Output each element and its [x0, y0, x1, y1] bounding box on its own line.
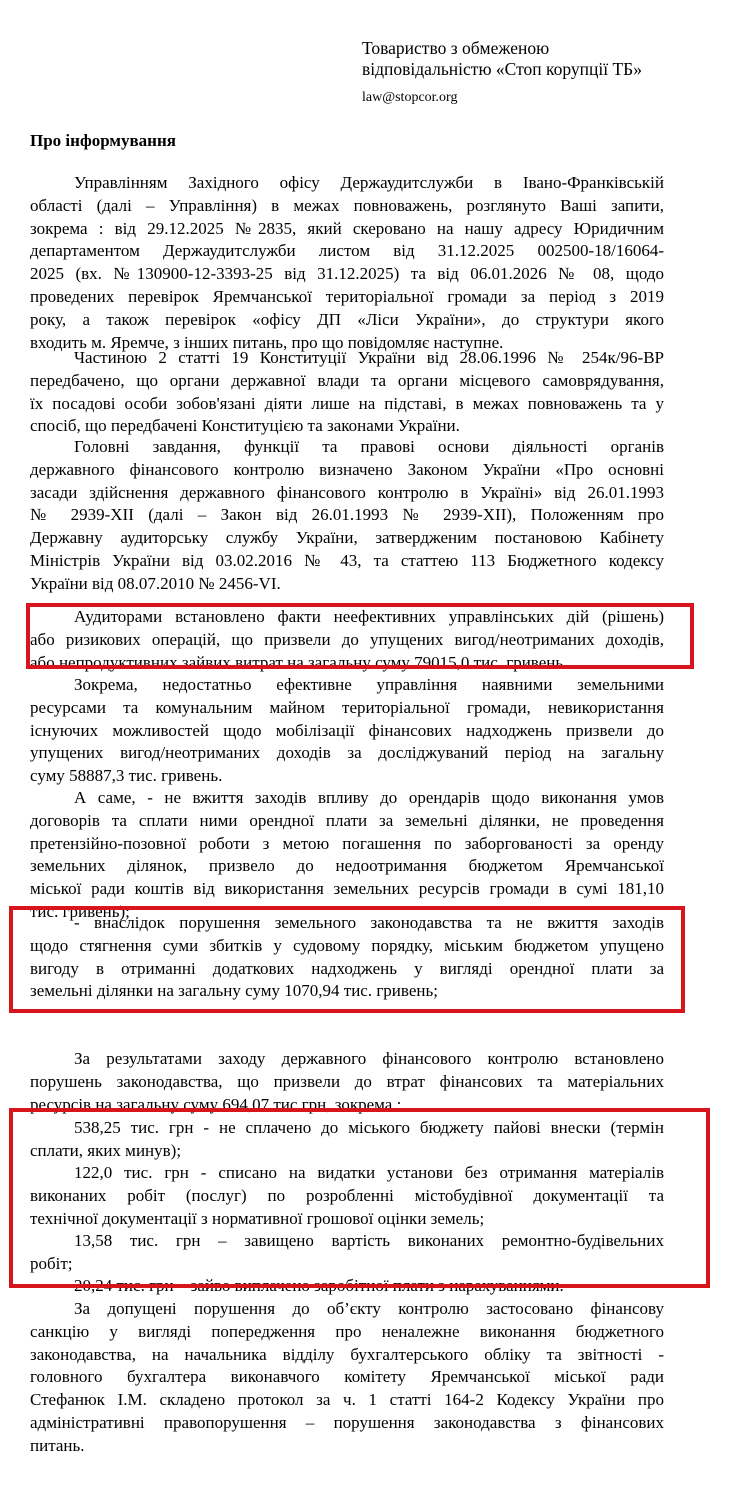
text-line: 20,24 тис. грн – зайво виплачено заробітної плати з нарахуваннями. [74, 1276, 564, 1295]
text-line: порушень законодавства, що призвели до втрат фінансових та матеріальних [30, 1071, 664, 1091]
text-line: договорів та сплати ними орендної плати за земельні ділянки, не проведення [30, 810, 664, 830]
text-line: міської ради коштів від використання земельних ресурсів громади в сумі 181,10 [30, 879, 664, 899]
paragraph-constitution [30, 347, 664, 438]
paragraph-control-results [30, 1048, 664, 1116]
paragraph-legal-basis [30, 436, 664, 596]
text-line: упущених вигод/неотриманих доходів за досліджуваний період на загальну [30, 743, 664, 763]
text-line: України від 08.07.2010 № 2456-VI. [30, 573, 281, 593]
text-line: 122,0 тис. грн - списано на видатки установи без отримання матеріалів [74, 1163, 664, 1182]
paragraph-request-response [30, 172, 664, 354]
text-line: робіт; [30, 1253, 73, 1273]
text-line: Управлінням Західного офісу Держаудитслужби в Івано-Франківській [74, 173, 664, 192]
text-line: Частиною 2 статті 19 Конституції України від 28.06.1996 № 254к/96-ВР [74, 348, 664, 367]
highlight-box-audit-findings [26, 603, 694, 669]
text-line: засади здійснення державного фінансового контролю в Україні» від 26.01.1993 [30, 482, 664, 502]
text-line: № 2939-XII (далі – Закон від 26.01.1993 № 2939-XII), Положенням про [30, 505, 664, 525]
text-line: року, а також перевірок «офісу ДП «Ліси України», до структури якого [30, 309, 664, 329]
text-line: Стефанюк І.М. складено протокол за ч. 1 статті 164-2 Кодексу України про [30, 1390, 664, 1410]
text-line: технічної документації з нормативної грошової оцінки земель; [30, 1208, 485, 1228]
text-line: 13,58 тис. грн – завищено вартість виконаних ремонтно-будівельних [74, 1231, 664, 1250]
text-line: сплати, яких минув); [30, 1140, 182, 1160]
highlight-box-land-law-violation [9, 906, 685, 1013]
text-line: виконаних робіт (послуг) по розробленні містобудівної документації та [30, 1185, 664, 1205]
text-line: вигоду в отриманні додаткових надходжень у вигляді орендної плати за [30, 958, 664, 978]
text-line: або ризикових операцій, що призвели до упущених вигод/неотриманих доходів, [30, 629, 664, 649]
recipient-name-line1: Товариство з обмеженою [362, 38, 550, 58]
text-line: суму 58887,3 тис. гривень. [30, 766, 223, 786]
text-line: Зокрема, недостатньо ефективне управління наявними земельними [74, 675, 664, 694]
text-line: земельні ділянки на загальну суму 1070,94 тис. гривень; [30, 981, 438, 1001]
text-line: щодо стягнення суми збитків у судовому порядку, міським бюджетом упущено [30, 935, 664, 955]
text-line: державного фінансового контролю визначено Законом України «Про основні [30, 459, 664, 479]
text-line: входить м. Яремче, з інших питань, про що повідомляє наступне. [30, 332, 504, 352]
text-line: Аудиторами встановлено факти неефективних управлінських дій (рішень) [74, 607, 664, 626]
text-line: - внаслідок порушення земельного законодавства та не вжиття заходів [74, 913, 664, 932]
text-line: Міністрів України від 03.02.2016 № 43, та статтею 113 Бюджетного кодексу [30, 550, 664, 570]
text-line: земельних ділянок, призвело до недоотримання бюджетом Яремчанської [30, 856, 664, 876]
text-line: проведених перевірок Яремчанської територіальної громади за період з 2019 [30, 286, 664, 306]
paragraph-rent-arrears [30, 787, 664, 924]
text-line: тис. гривень); [30, 901, 130, 921]
text-line: існуючих можливостей щодо мобілізації фінансових надходжень призвели до [30, 720, 664, 740]
text-line: департаментом Держаудитслужби листом від 31.12.2025 002500-18/16064- [30, 241, 664, 261]
text-line: За допущені порушення до об’єкту контролю застосовано фінансову [74, 1299, 664, 1318]
text-line: ресурсів на загальну суму 694,07 тис.грн, зокрема : [30, 1094, 402, 1114]
text-line: зокрема : від 29.12.2025 №2835, який скеровано на нашу адресу Юридичним [30, 218, 664, 238]
text-line: Головні завдання, функції та правові основи діяльності органів [74, 437, 664, 456]
text-line: За результатами заходу державного фінансового контролю встановлено [74, 1049, 664, 1068]
text-line: законодавства, на начальника відділу бухгалтерського обліку та звітності - [30, 1344, 664, 1364]
recipient-block [362, 38, 642, 80]
text-line: адміністративні правопорушення – порушення законодавства з фінансових [30, 1412, 664, 1432]
text-line: 2025 (вх. №130900-12-3393-25 від 31.12.2025) та від 06.01.2026 № 08, щодо [30, 264, 664, 284]
text-line: або непродуктивних зайвих витрат на загальну суму 79015,0 тис. гривень. [30, 652, 568, 672]
text-line: А саме, - не вжиття заходів впливу до орендарів щодо виконання умов [74, 788, 664, 807]
recipient-email: law@stopcor.org [362, 90, 458, 105]
recipient-name-line2: відповідальністю «Стоп корупції ТБ» [362, 59, 642, 79]
text-line: питань. [30, 1435, 85, 1455]
highlight-box-violations-list [9, 1108, 710, 1288]
text-line: претензійно-позовної роботи з метою погашення по заборгованості за оренду [30, 833, 664, 853]
text-line: санкцію у вигляді попередження про неналежне виконання бюджетного [30, 1321, 664, 1341]
text-line: головного бухгалтера виконавчого комітету Яремчанської міської ради [30, 1367, 664, 1387]
text-line: спосіб, що передбачені Конституцією та законами України. [30, 416, 460, 436]
text-line: 538,25 тис. грн - не сплачено до міського бюджету пайові внески (термін [74, 1118, 664, 1137]
letter-subject: Про інформування [30, 131, 176, 150]
text-line: їх посадові особи зобов'язані діяти лише на підставі, в межах повноважень та у [30, 393, 664, 413]
text-line: Державну аудиторську службу України, затвердженим постановою Кабінету [30, 528, 664, 548]
paragraph-sanction [30, 1298, 664, 1458]
text-line: області (далі – Управління) в межах повноважень, розглянуто Ваші запити, [30, 195, 664, 215]
text-line: ресурсами та комунальним майном територіальної громади, невикористання [30, 697, 664, 717]
text-line: передбачено, що органи державної влади та органи місцевого самоврядування, [30, 370, 664, 390]
paragraph-land-management [30, 674, 664, 788]
